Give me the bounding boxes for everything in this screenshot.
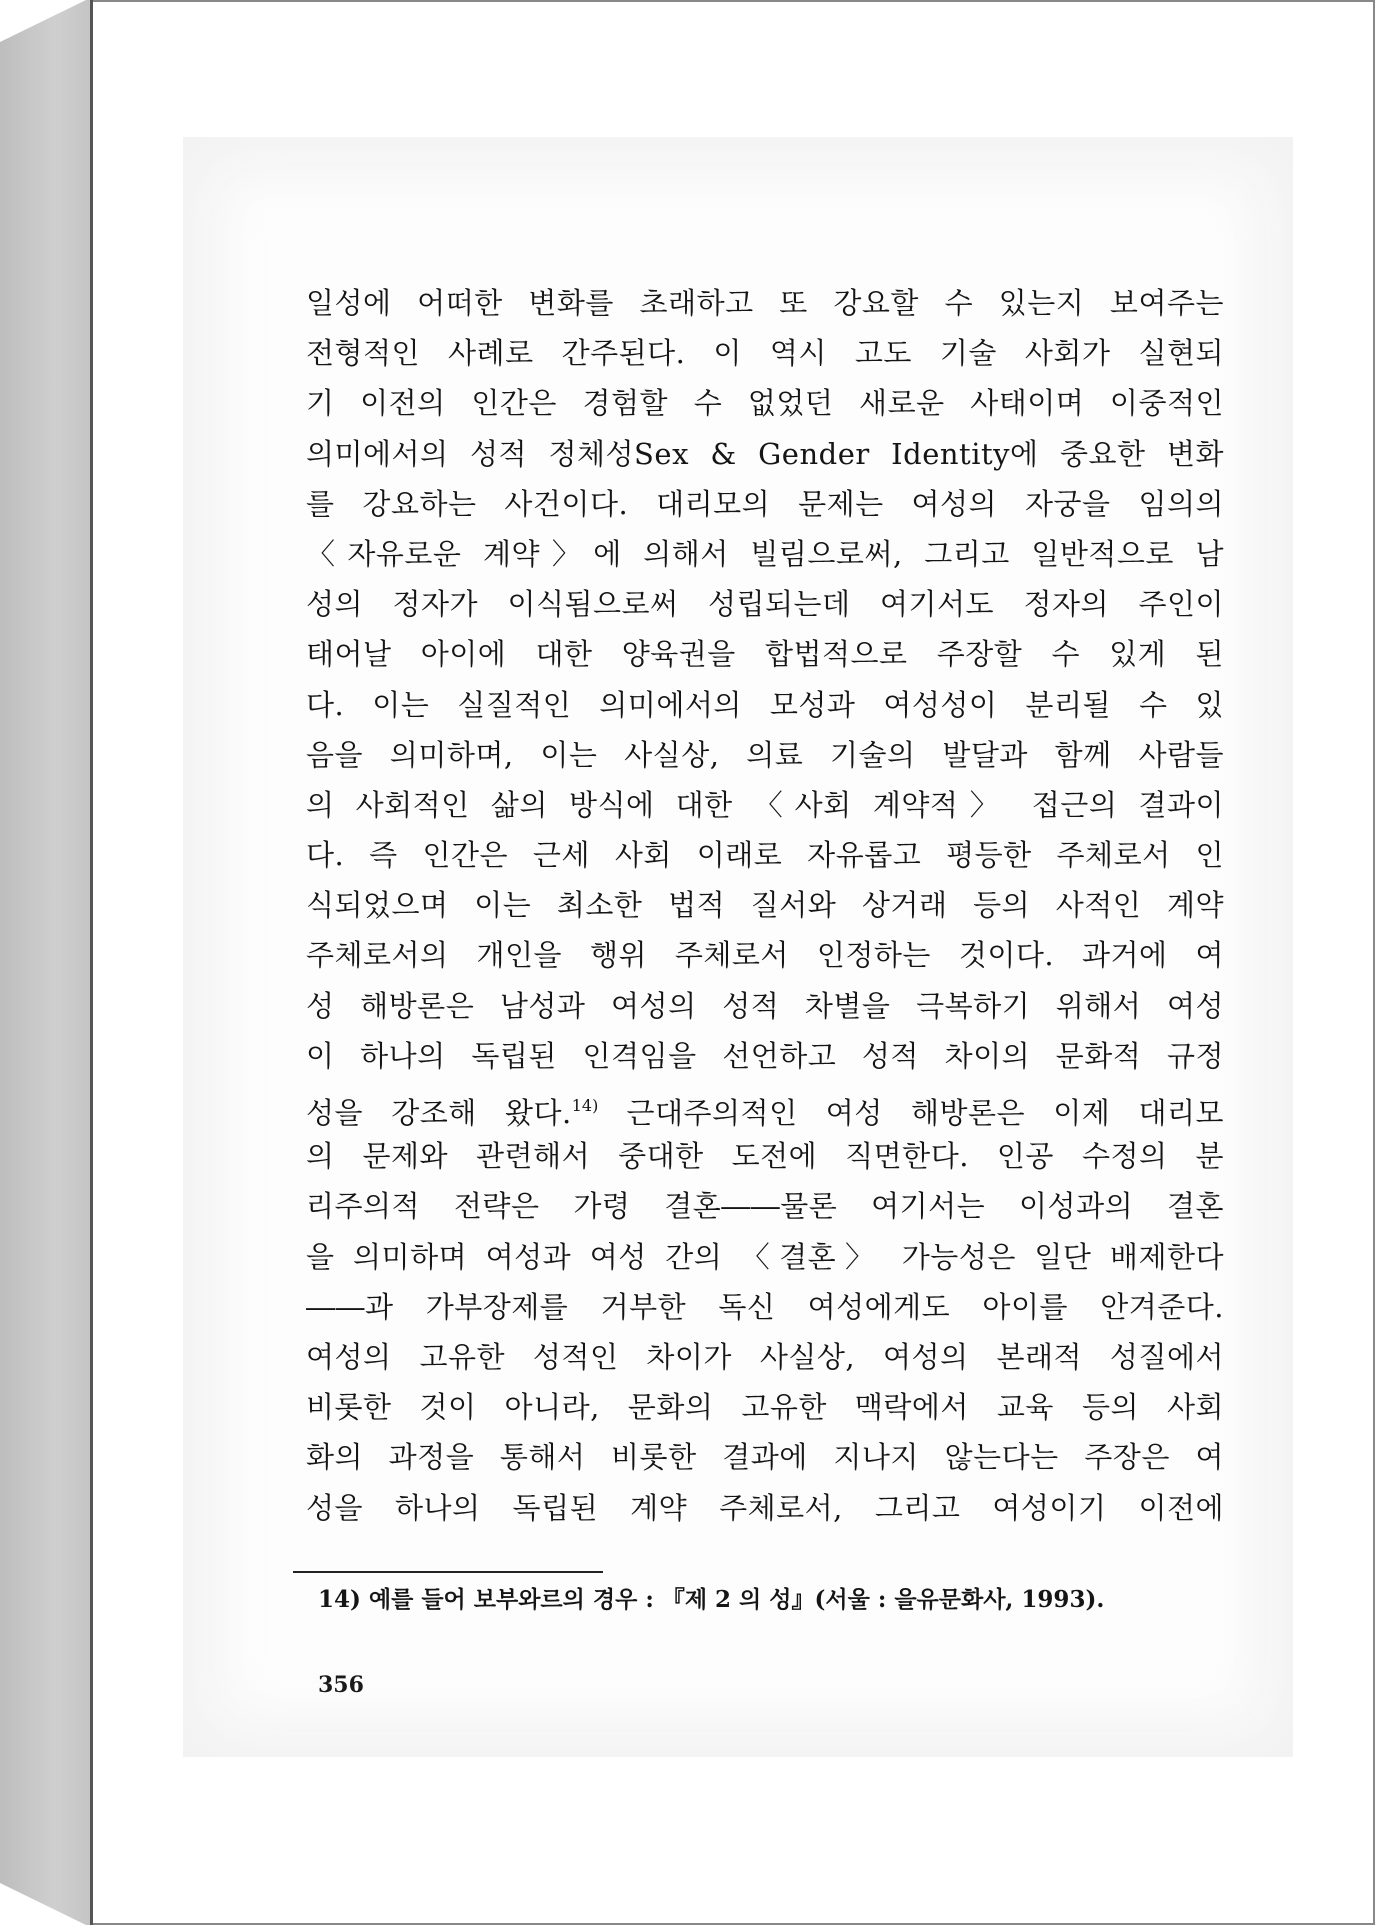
text-line: 의 문제와 관련해서 중대한 도전에 직면한다. 인공 수정의 분 <box>306 1139 1224 1174</box>
text-line: 다. 이는 실질적인 의미에서의 모성과 여성성이 분리될 수 있 <box>306 687 1224 722</box>
text-line: 일성에 어떠한 변화를 초래하고 또 강요할 수 있는지 보여주는 <box>306 286 1224 320</box>
body-text <box>306 278 1224 1533</box>
text-line: 주체로서의 개인을 행위 주체로서 인정하는 것이다. 과거에 여 <box>306 938 1224 973</box>
text-line: 여성의 고유한 성적인 차이가 사실상, 여성의 본래적 성질에서 <box>306 1339 1224 1374</box>
footnote: 14) 예를 들어 보부와르의 경우 : 『제 2 의 성』(서울 : 을유문화사, 1993). <box>318 1586 1105 1613</box>
text-segment: 성을 강조해 왔다. <box>306 1096 572 1130</box>
text-line: 의 사회적인 삶의 방식에 대한 〈사회 계약적〉 접근의 결과이 <box>306 787 1224 822</box>
text-line: 성을 하나의 독립된 계약 주체로서, 그리고 여성이기 이전에 <box>306 1490 1224 1525</box>
text-line: 식되었으며 이는 최소한 법적 질서와 상거래 등의 사적인 계약 <box>306 888 1224 923</box>
text-segment: 근대주의적인 여성 해방론은 이제 대리모 <box>598 1096 1224 1130</box>
book-spine <box>0 0 94 1925</box>
text-line: 태어날 아이에 대한 양육권을 합법적으로 주장할 수 있게 된 <box>306 637 1224 672</box>
text-line: 비롯한 것이 아니라, 문화의 고유한 맥락에서 교육 등의 사회 <box>306 1390 1224 1425</box>
text-line: 기 이전의 인간은 경험할 수 없었던 새로운 사태이며 이중적인 <box>306 386 1224 421</box>
text-line: 음을 의미하며, 이는 사실상, 의료 기술의 발달과 함께 사람들 <box>306 737 1224 772</box>
text-line: 성 해방론은 남성과 여성의 성적 차별을 극복하기 위해서 여성 <box>306 988 1224 1023</box>
footnote-reference: 14) <box>571 1096 599 1115</box>
text-line: 〈자유로운 계약〉에 의해서 빌림으로써, 그리고 일반적으로 남 <box>306 536 1224 571</box>
text-line: ――과 가부장제를 거부한 독신 여성에게도 아이를 안겨준다. <box>306 1289 1224 1324</box>
page-number: 356 <box>318 1672 364 1698</box>
text-line: 다. 즉 인간은 근세 사회 이래로 자유롭고 평등한 주체로서 인 <box>306 838 1224 873</box>
text-line: 전형적인 사례로 간주된다. 이 역시 고도 기술 사회가 실현되 <box>306 336 1224 371</box>
footnote-divider <box>293 1571 603 1573</box>
text-line: 을 의미하며 여성과 여성 간의 〈결혼〉 가능성은 일단 배제한다 <box>306 1239 1224 1274</box>
text-line-with-footnote <box>306 1081 1224 1131</box>
text-line: 리주의적 전략은 가령 결혼――물론 여기서는 이성과의 결혼 <box>306 1189 1224 1224</box>
text-line: 화의 과정을 통해서 비롯한 결과에 지나지 않는다는 주장은 여 <box>306 1440 1224 1475</box>
text-line: 를 강요하는 사건이다. 대리모의 문제는 여성의 자궁을 임의의 <box>306 486 1224 521</box>
text-line: 성의 정자가 이식됨으로써 성립되는데 여기서도 정자의 주인이 <box>306 587 1224 622</box>
text-line: 이 하나의 독립된 인격임을 선언하고 성적 차이의 문화적 규정 <box>306 1038 1224 1073</box>
text-line: 의미에서의 성적 정체성Sex & Gender Identity에 중요한 변화 <box>306 436 1224 471</box>
